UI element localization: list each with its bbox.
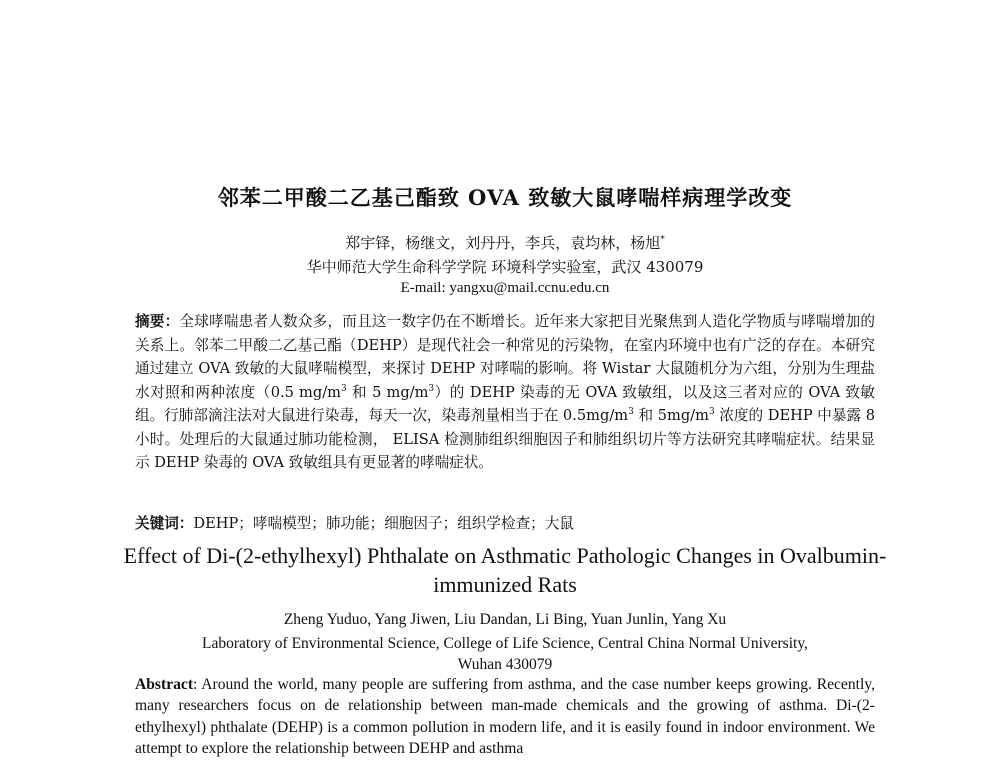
chinese-abstract-text-3: ）的 DEHP 染毒的无 OVA 致敏组，以及这三者对应的 OVA 致敏组。行肺部滴注法对大鼠进行染毒，每天一次，染毒剂量相当于在 0.5mg/m [135, 383, 876, 424]
chinese-abstract-text-2: 和 5 mg/m [346, 383, 429, 401]
superscript-3: 3 [341, 383, 347, 394]
chinese-keywords [135, 512, 875, 535]
superscript-3: 3 [628, 407, 634, 418]
chinese-affiliation: 华中师范大学生命科学学院 环境科学实验室，武汉 430079 [306, 258, 704, 276]
chinese-abstract-text-5: 浓度的 DEHP 中暴露 8 小时。处理后的大鼠通过肺功能检测， ELISA 检测肺组织细胞因子和肺组织切片等方法研究其哮喘症状。结果显示 DEHP 染毒的 OVA 致敏组具有更显著的哮喘症状。 [135, 407, 876, 471]
chinese-keywords-label: 关键词： [135, 515, 194, 532]
chinese-abstract-text-4: 和 5mg/m [633, 407, 709, 424]
english-affiliation-line-2: Wuhan 430079 [457, 656, 553, 673]
chinese-abstract [135, 310, 875, 475]
english-abstract-text: : Around the world, many people are suffering from asthma, and the case number keeps growing. Recently, many researchers focus on de relationship between man-made chemicals and the growing of asthma. Di-(2-ethylhexyl) phthalate (DEHP) is a common pollution in modern life, and it is easily found in indoor environment. We attempt to explore the relationship between DEHP and asthma [135, 676, 875, 757]
chinese-abstract-text-1: 全球哮喘患者人数众多，而且这一数字仍在不断增长。近年来大家把目光聚焦到人造化学物质与哮喘增加的关系上。邻苯二甲酸二乙基己酯（DEHP）是现代社会一种常见的污染物，在室内环境中也有广泛的存在。本研究通过建立 OVA 致敏的大鼠哮喘模型，来探讨 DEHP 对哮喘的影响。将 Wistar 大鼠随机分为六组，分别为生理盐水对照和两种浓度（0.5 mg/m [135, 313, 875, 401]
corresponding-author-mark: * [660, 235, 665, 245]
english-abstract [135, 674, 875, 759]
chinese-abstract-label: 摘要： [135, 313, 180, 330]
english-title: Effect of Di-(2-ethylhexyl) Phthalate on Asthmatic Pathologic Changes in Ovalbumin-immunized Rats [123, 543, 887, 597]
english-authors: Zheng Yuduo, Yang Jiwen, Liu Dandan, Li Bing, Yuan Junlin, Yang Xu [283, 611, 727, 628]
english-abstract-label: Abstract [135, 676, 194, 693]
chinese-author-list: 郑宇铎，杨继文，刘丹丹，李兵，袁均林，杨旭 [345, 234, 661, 252]
english-affiliation [120, 633, 890, 675]
superscript-3: 3 [708, 407, 715, 418]
superscript-3: 3 [428, 383, 435, 394]
chinese-title: 邻苯二甲酸二乙基己酯致 OVA 致敏大鼠哮喘样病理学改变 [217, 185, 793, 210]
english-affiliation-line-1: Laboratory of Environmental Science, College of Life Science, Central China Normal University, [202, 635, 808, 652]
author-email: E-mail: yangxu@mail.ccnu.edu.cn [400, 280, 610, 296]
chinese-keywords-list: DEHP；哮喘模型；肺功能；细胞因子；组织学检查；大鼠 [193, 515, 574, 532]
chinese-authors [135, 232, 875, 253]
